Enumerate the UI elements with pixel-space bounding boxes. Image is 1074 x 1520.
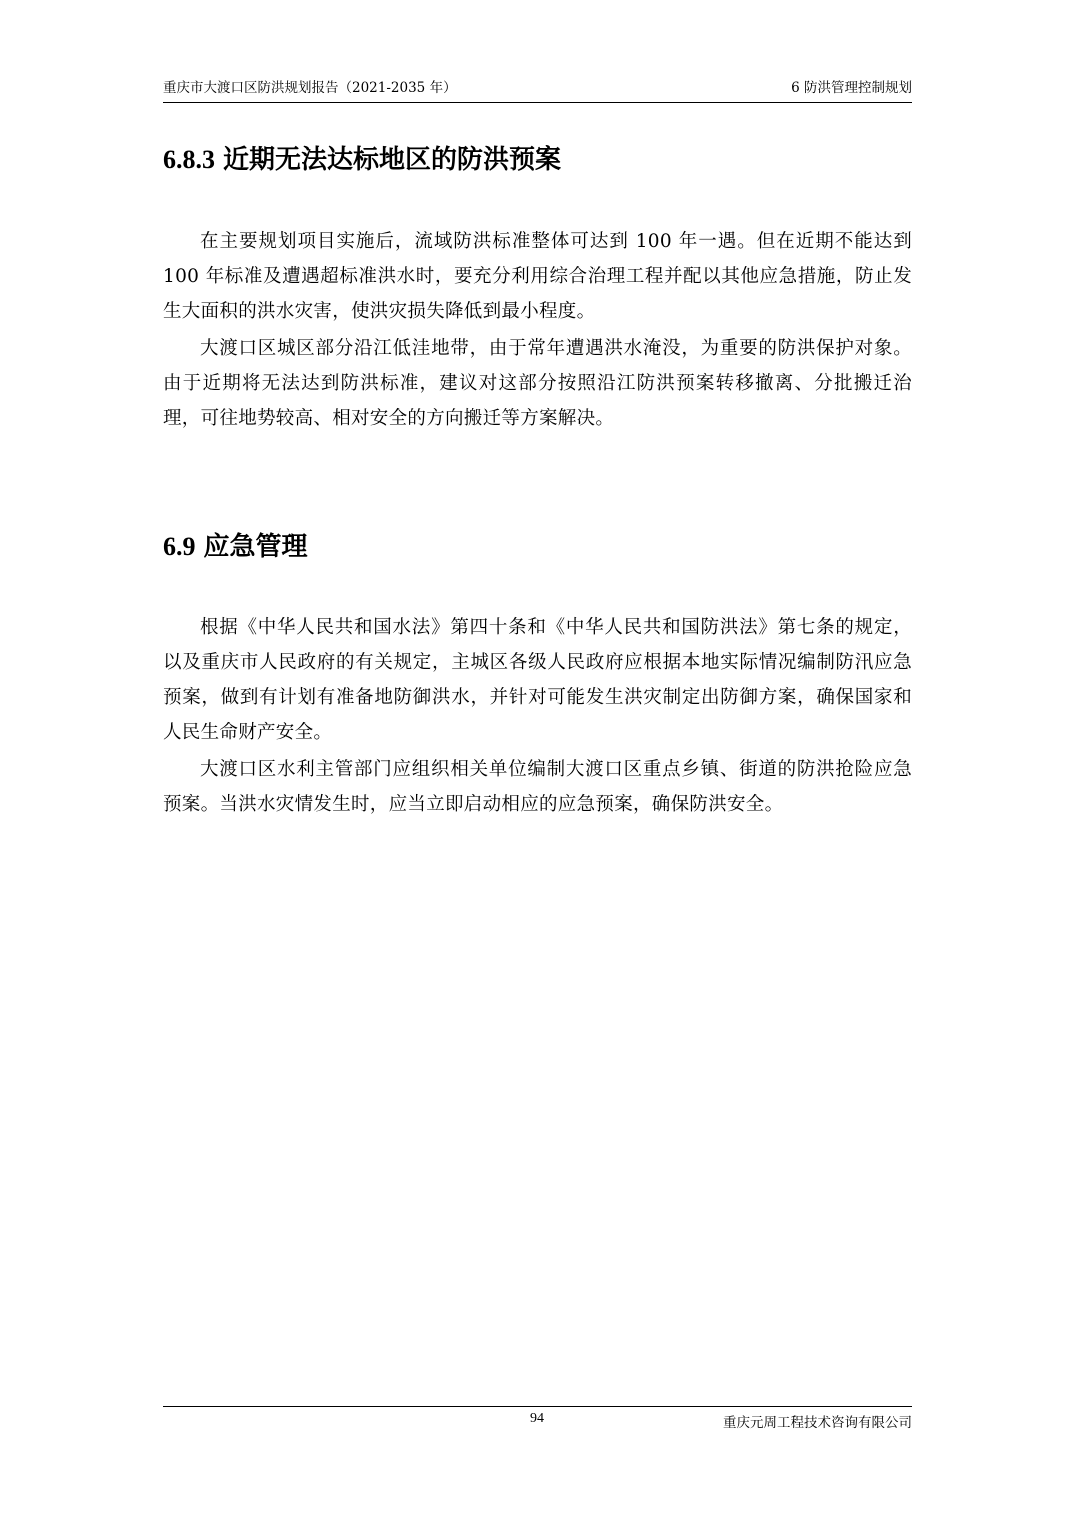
page-number: 94	[530, 1411, 544, 1426]
section-title: 应急管理	[203, 532, 308, 562]
page-footer	[163, 1406, 912, 1435]
report-title: 重庆市大渡口区防洪规划报告（2021-2035 年）	[163, 80, 457, 96]
section-heading-6-8-3	[163, 143, 561, 177]
company-name: 重庆元周工程技术咨询有限公司	[723, 1415, 912, 1431]
section-number: 6.9	[163, 532, 196, 561]
section-body-6-8-3	[163, 224, 912, 436]
section-heading-6-9	[163, 530, 308, 564]
page-header	[163, 78, 912, 103]
paragraph: 在主要规划项目实施后，流域防洪标准整体可达到 100 年一遇。但在近期不能达到 100 年标准及遭遇超标准洪水时，要充分利用综合治理工程并配以其他应急措施，防止发生大面积的洪水灾害，使洪灾损失降低到最小程度。	[163, 231, 912, 322]
section-title: 近期无法达标地区的防洪预案	[223, 145, 562, 175]
paragraph: 大渡口区水利主管部门应组织相关单位编制大渡口区重点乡镇、街道的防洪抢险应急预案。当洪水灾情发生时，应当立即启动相应的应急预案，确保防洪安全。	[163, 759, 912, 815]
section-body-6-9	[163, 610, 912, 822]
paragraph: 根据《中华人民共和国水法》第四十条和《中华人民共和国防洪法》第七条的规定，以及重庆市人民政府的有关规定，主城区各级人民政府应根据本地实际情况编制防汛应急预案，做到有计划有准备地防御洪水，并针对可能发生洪灾制定出防御方案，确保国家和人民生命财产安全。	[163, 617, 912, 743]
chapter-title: 6 防洪管理控制规划	[791, 80, 912, 96]
paragraph: 大渡口区城区部分沿江低洼地带，由于常年遭遇洪水淹没，为重要的防洪保护对象。由于近期将无法达到防洪标准，建议对这部分按照沿江防洪预案转移撤离、分批搬迁治理，可往地势较高、相对安全的方向搬迁等方案解决。	[163, 338, 912, 429]
section-number: 6.8.3	[163, 145, 215, 174]
